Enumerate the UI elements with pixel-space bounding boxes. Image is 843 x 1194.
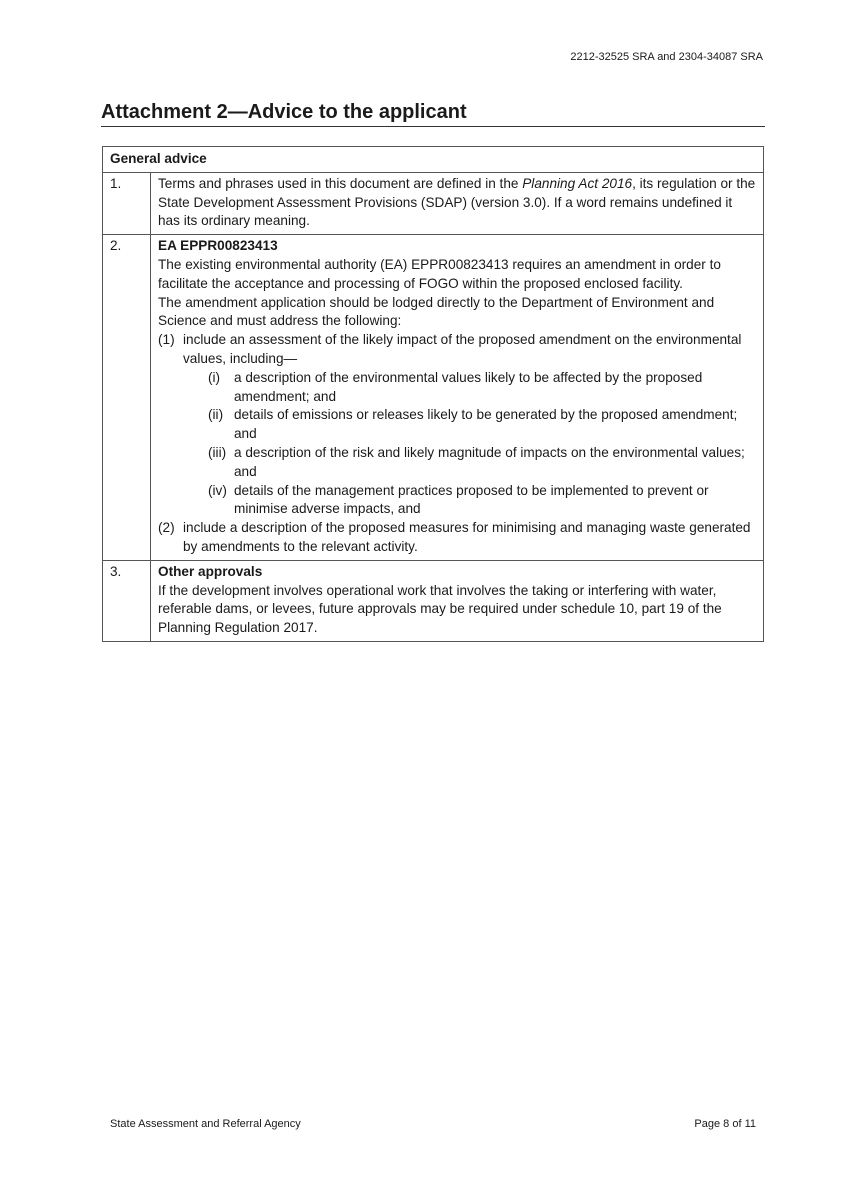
row-text-start: Terms and phrases used in this document are defined in the [158, 175, 523, 191]
sub-list-item [158, 444, 756, 482]
table-header-row [103, 147, 764, 173]
list-marker: (iii) [208, 444, 227, 460]
row-content [151, 560, 764, 641]
list-marker: (i) [208, 369, 221, 385]
table-row [103, 172, 764, 234]
row-number: 3. [103, 560, 151, 641]
row-number: 1. [103, 172, 151, 234]
sub-list-item [158, 369, 756, 407]
table-heading: General advice [103, 147, 764, 173]
page-number: Page 8 of 11 [694, 1118, 756, 1130]
sub-list-item [158, 482, 756, 520]
document-reference: 2212-32525 SRA and 2304-34087 SRA [570, 51, 763, 63]
footer-agency: State Assessment and Referral Agency [110, 1118, 301, 1130]
page-title: Attachment 2—Advice to the applicant [101, 101, 765, 127]
list-marker: (ii) [208, 407, 224, 423]
row-title: EA EPPR00823413 [158, 238, 278, 254]
list-item-text: details of the management practices proposed to be implemented to prevent or minimise adverse impacts, and [234, 482, 709, 517]
list-item-text: a description of the environmental values likely to be affected by the proposed amendment; and [234, 369, 703, 404]
sub-list-item [158, 406, 756, 444]
list-item [158, 331, 756, 369]
list-marker: (iv) [208, 482, 227, 498]
list-item [158, 519, 756, 557]
table-row [103, 560, 764, 641]
list-item-text: a description of the risk and likely magnitude of impacts on the environmental values; and [234, 444, 745, 479]
list-item-text: include a description of the proposed measures for minimising and managing waste generated by amendments to the relevant activity. [183, 520, 751, 554]
row-number: 2. [103, 235, 151, 561]
row-content [151, 172, 764, 234]
row-paragraph: The existing environmental authority (EA) EPPR00823413 requires an amendment in order to facilitate the acceptance and processing of FOGO within the proposed enclosed facility. [158, 256, 721, 291]
row-title: Other approvals [158, 563, 263, 579]
row-paragraph: If the development involves operational work that involves the taking or interfering with water, referable dams, or levees, future approvals may be required under schedule 10, part 19 of the Planning Regulation 2017. [158, 582, 722, 636]
list-item-text: details of emissions or releases likely to be generated by the proposed amendment; and [234, 407, 738, 442]
row-content [151, 235, 764, 561]
list-marker: (1) [158, 332, 175, 348]
row-text-end: , its regulation or the State Development Assessment Provisions (SDAP) (version 3.0). If a word remains undefined it has its ordinary meaning. [158, 175, 756, 229]
act-title: Planning Act 2016 [522, 175, 633, 191]
list-item-text: include an assessment of the likely impact of the proposed amendment on the environmental values, including— [183, 332, 742, 366]
advice-table [102, 146, 764, 642]
table-row [103, 235, 764, 561]
row-paragraph: The amendment application should be lodged directly to the Department of Environment and Science and must address the following: [158, 294, 715, 329]
list-marker: (2) [158, 520, 175, 536]
